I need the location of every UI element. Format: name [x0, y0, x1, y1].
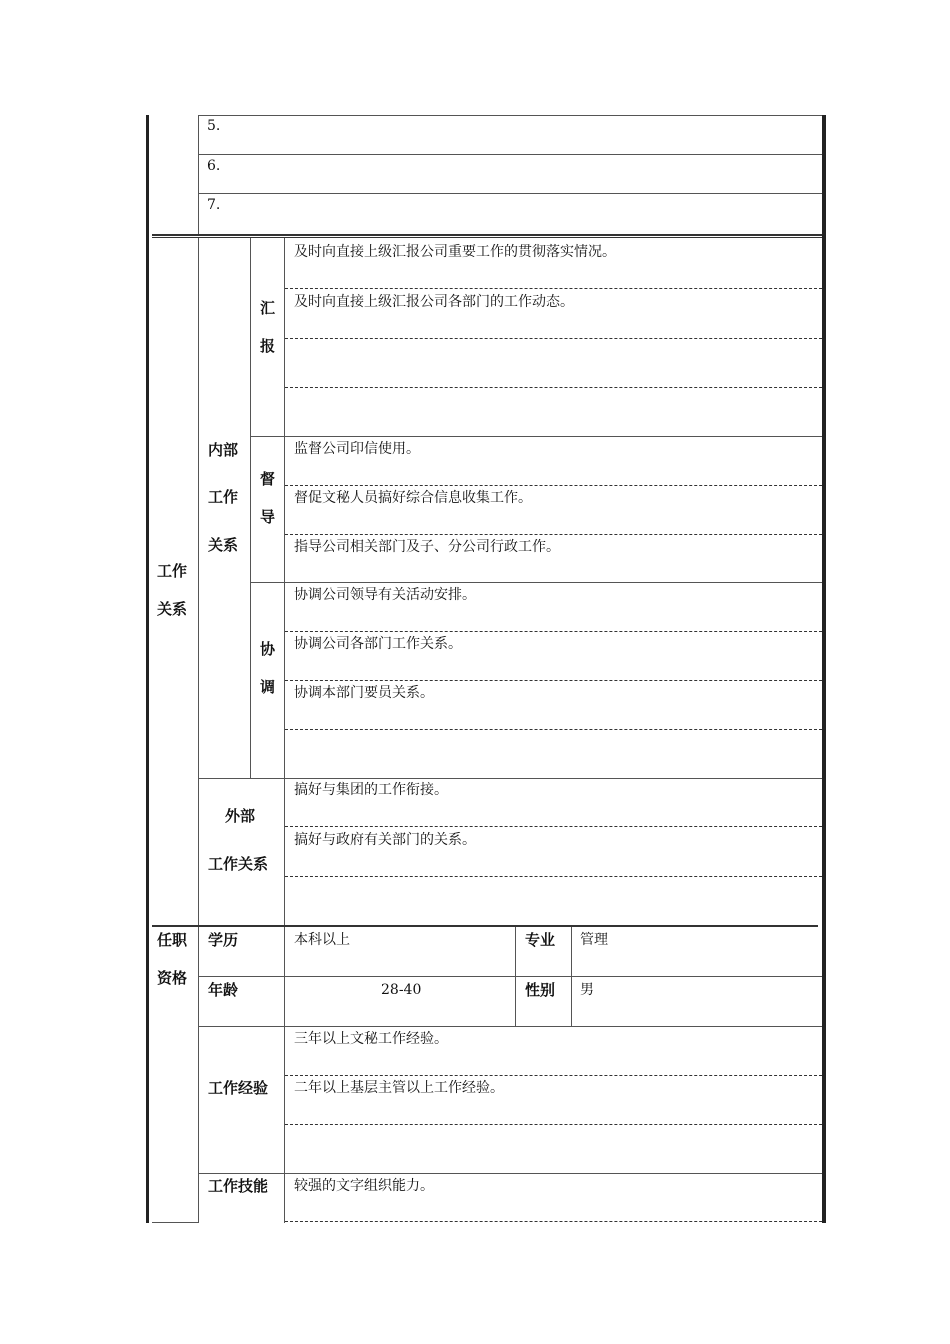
major-label: 专业 — [525, 931, 556, 949]
external-relations-label-2: 工作关系 — [208, 855, 269, 873]
row-number-6: 6. — [207, 158, 221, 174]
gender-value: 男 — [580, 982, 594, 998]
row-number-5: 5. — [207, 118, 221, 134]
bottom-left-border — [152, 1222, 198, 1223]
internal-relations-label-3: 关系 — [208, 536, 239, 554]
supervise-item-2: 督促文秘人员搞好综合信息收集工作。 — [294, 490, 532, 506]
row-number-7: 7. — [207, 197, 221, 213]
coordinate-item-2: 协调公司各部门工作关系。 — [294, 636, 462, 652]
section-separator — [152, 234, 822, 236]
supervise-item-3: 指导公司相关部门及子、分公司行政工作。 — [294, 539, 560, 555]
qualifications-label: 任职 — [157, 931, 188, 949]
experience-item-1: 三年以上文秘工作经验。 — [294, 1031, 448, 1047]
report-item-2: 及时向直接上级汇报公司各部门的工作动态。 — [294, 294, 574, 310]
top-divider — [198, 115, 199, 236]
internal-relations-label-2: 工作 — [208, 488, 239, 506]
major-value: 管理 — [580, 932, 608, 948]
qualifications-label-2: 资格 — [157, 969, 188, 987]
report-label: 汇 — [260, 299, 276, 317]
skills-label: 工作技能 — [208, 1177, 269, 1195]
education-label: 学历 — [208, 931, 239, 949]
work-relations-label: 工作 — [157, 562, 188, 580]
right-border — [822, 115, 826, 1223]
coordinate-label: 协 — [260, 640, 276, 658]
experience-label: 工作经验 — [208, 1079, 269, 1097]
coordinate-item-3: 协调本部门要员关系。 — [294, 685, 434, 701]
external-item-1: 搞好与集团的工作衔接。 — [294, 782, 448, 798]
supervise-label: 督 — [260, 470, 276, 488]
coordinate-label-2: 调 — [260, 678, 276, 696]
external-relations-label: 外部 — [225, 807, 256, 825]
report-item-1: 及时向直接上级汇报公司重要工作的贯彻落实情况。 — [294, 244, 616, 260]
external-item-2: 搞好与政府有关部门的关系。 — [294, 832, 476, 848]
internal-relations-label: 内部 — [208, 441, 239, 459]
left-border — [146, 115, 149, 1223]
coordinate-item-1: 协调公司领导有关活动安排。 — [294, 587, 476, 603]
report-label-2: 报 — [260, 337, 276, 355]
age-label: 年龄 — [208, 981, 239, 999]
supervise-label-2: 导 — [260, 508, 276, 526]
experience-item-2: 二年以上基层主管以上工作经验。 — [294, 1080, 504, 1096]
supervise-item-1: 监督公司印信使用。 — [294, 441, 420, 457]
skills-item-1: 较强的文字组织能力。 — [294, 1178, 434, 1194]
gender-label: 性别 — [525, 981, 556, 999]
qualifications-separator — [152, 925, 818, 927]
top-border — [199, 115, 822, 116]
age-value: 28-40 — [381, 982, 422, 998]
work-relations-label-2: 关系 — [157, 600, 188, 618]
education-value: 本科以上 — [294, 932, 350, 948]
